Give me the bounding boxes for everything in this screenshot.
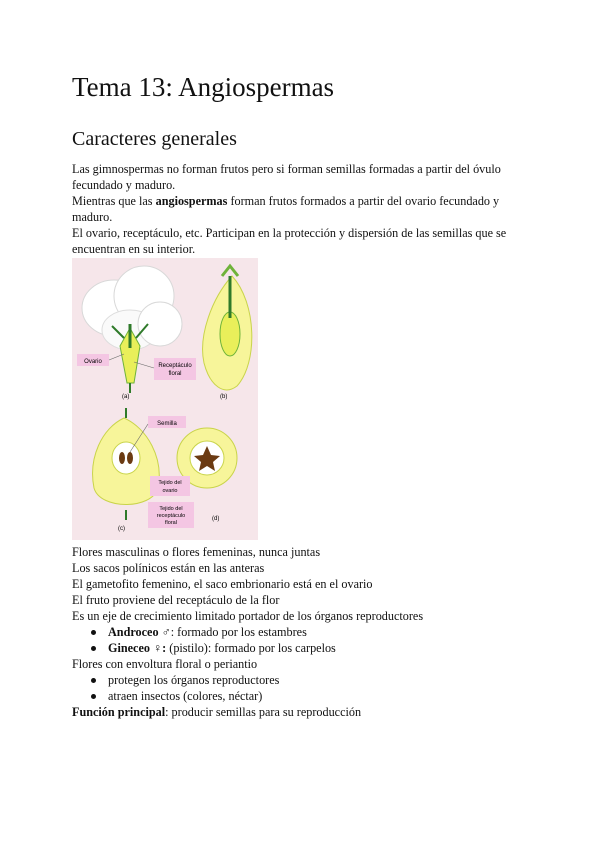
fruit-b-core bbox=[220, 312, 240, 356]
list-item: protegen los órganos reproductores bbox=[88, 672, 532, 688]
list-item-androceo bbox=[88, 624, 532, 640]
intro-paragraph-3: El ovario, receptáculo, etc. Participan en la protección y dispersión de las semillas que se encuentran en su interior. bbox=[72, 226, 507, 256]
body-line: Los sacos polínicos están en las anteras bbox=[72, 561, 265, 575]
intro-paragraph-1: Las gimnospermas no forman frutos pero si forman semillas formadas a partir del óvulo fecundado y maduro. bbox=[72, 162, 501, 192]
panel-label-a: (a) bbox=[122, 394, 130, 400]
label-tejido-ovario-line-1: Tejido del bbox=[158, 480, 182, 486]
body-line: Flores masculinas o flores femeninas, nunca juntas bbox=[72, 545, 321, 559]
panel-label-d: (d) bbox=[212, 516, 220, 522]
body-line-function bbox=[72, 704, 532, 720]
text-span: ♂: formado por los estambres bbox=[158, 625, 307, 639]
perianth-functions-list bbox=[72, 672, 532, 704]
body-line: El gametofito femenino, el saco embrionario está en el ovario bbox=[72, 577, 373, 591]
body-line: Es un eje de crecimiento limitado portador de los órganos reproductores bbox=[72, 609, 424, 623]
label-receptaculo-line-2: floral bbox=[168, 371, 182, 377]
text-span: Mientras que las bbox=[72, 194, 156, 208]
body-line: Flores con envoltura floral o periantio bbox=[72, 657, 258, 671]
label-receptaculo-line-1: Receptáculo bbox=[158, 363, 192, 369]
intro-paragraph-2 bbox=[72, 193, 517, 225]
label-ovario: Ovario bbox=[84, 359, 102, 365]
seed-shape bbox=[119, 452, 125, 464]
text-span: forman frutos formados a partir del ovario fecundado y maduro. bbox=[72, 194, 500, 224]
section-heading: Caracteres generales bbox=[72, 128, 237, 150]
bold-symbol-female: ♀: bbox=[149, 641, 167, 655]
bold-term-funcion-principal: Función principal bbox=[72, 705, 166, 719]
seed-shape bbox=[127, 452, 133, 464]
label-tejido-receptaculo-line-3: floral bbox=[165, 520, 177, 526]
panel-label-b: (b) bbox=[220, 394, 228, 400]
page-title: Tema 13: Angiospermas bbox=[72, 72, 335, 102]
bold-term-androceo: Androceo bbox=[108, 625, 159, 639]
body-line: El fruto proviene del receptáculo de la flor bbox=[72, 593, 280, 607]
text-span: : producir semillas para su reproducción bbox=[165, 705, 362, 719]
label-tejido-receptaculo-line-2: receptáculo bbox=[156, 513, 186, 519]
reproductive-organs-list bbox=[72, 624, 532, 656]
bold-term-angiospermas: angiospermas bbox=[155, 194, 228, 208]
pear-core bbox=[112, 442, 140, 474]
label-tejido-ovario-line-2: ovario bbox=[162, 488, 178, 494]
panel-label-c: (c) bbox=[118, 526, 125, 532]
petal-shape bbox=[138, 302, 182, 346]
list-item-gineceo bbox=[88, 640, 532, 656]
body-text bbox=[72, 544, 532, 720]
intro-text bbox=[72, 161, 517, 257]
list-item: atraen insectos (colores, néctar) bbox=[88, 688, 532, 704]
label-tejido-receptaculo-line-1: Tejido del bbox=[159, 506, 183, 512]
text-span: (pistilo): formado por los carpelos bbox=[166, 641, 336, 655]
bold-term-gineceo: Gineceo bbox=[108, 641, 150, 655]
flower-fruit-figure bbox=[72, 258, 258, 540]
label-semilla: Semilla bbox=[157, 421, 177, 427]
